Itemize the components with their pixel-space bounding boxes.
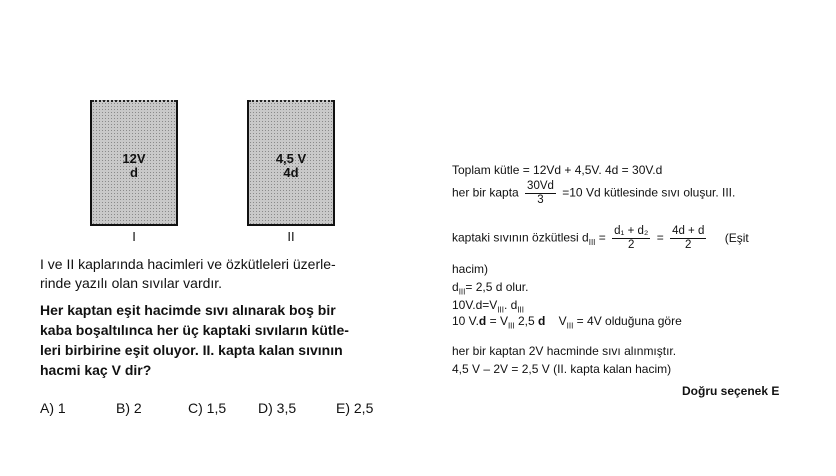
container-2-density: 4d xyxy=(283,165,299,180)
solution-line-7-text: = 4V olduğuna göre xyxy=(573,314,682,328)
subscript: III xyxy=(497,305,504,315)
fraction-denominator: 3 xyxy=(537,194,544,206)
question-intro-line: rinde yazılı olan sıvılar vardır. xyxy=(40,275,223,291)
solution-line-5-text: = 2,5 d olur. xyxy=(465,280,529,294)
fraction-numerator: d₁ + d₂ xyxy=(614,225,649,237)
container-2-volume: 4,5 V xyxy=(275,151,307,166)
question-stem-line: hacmi kaç V dir? xyxy=(40,362,152,378)
cancelled-d: d xyxy=(478,314,487,328)
solution-line-9: 4,5 V – 2V = 2,5 V (II. kapta kalan hacim) xyxy=(452,362,672,376)
solution-line-2-text: her bir kapta xyxy=(452,185,519,200)
solution-line-2 xyxy=(452,180,735,207)
option-a[interactable]: A) 1 xyxy=(40,400,66,416)
subscript: III xyxy=(507,321,515,331)
option-c[interactable]: C) 1,5 xyxy=(188,400,227,416)
solution-line-7-text: V xyxy=(545,314,567,328)
question-stem xyxy=(40,300,420,380)
cancelled-d: d xyxy=(537,314,546,328)
solution-line-6-text: . d xyxy=(503,298,518,312)
solution-line-2-text: =10 Vd kütlesinde sıvı oluşur. III. xyxy=(562,185,736,200)
equals-sign: = xyxy=(656,230,664,245)
option-b[interactable]: B) 2 xyxy=(116,400,142,416)
solution-line-1: Toplam kütle = 12Vd + 4,5V. 4d = 30V.d xyxy=(452,163,663,177)
solution-line-3-text: (Eşit xyxy=(724,230,749,245)
solution-line-7 xyxy=(452,314,682,333)
fraction-numerator: 4d + d xyxy=(672,225,705,237)
solution-line-3 xyxy=(452,225,749,252)
fraction xyxy=(525,180,556,207)
option-d[interactable]: D) 3,5 xyxy=(258,400,297,416)
container-1-volume: 12V xyxy=(122,151,146,166)
fraction-denominator: 2 xyxy=(628,239,635,251)
fraction-denominator: 2 xyxy=(685,239,692,251)
question-intro xyxy=(40,255,420,293)
solution-line-3-text: kaptaki sıvının özkütlesi d xyxy=(452,230,589,245)
subscript: III xyxy=(458,287,466,297)
solution-line-5 xyxy=(452,280,528,299)
question-stem-line: Her kaptan eşit hacimde sıvı alınarak boş bir xyxy=(40,302,336,318)
solution-line-8: her bir kaptan 2V hacminde sıvı alınmıştır. xyxy=(452,344,677,358)
subscript: III xyxy=(517,305,524,315)
question-stem-line: kaba boşaltılınca her üç kaptaki sıvıların kütle- xyxy=(40,322,349,338)
solution-line-7-text: 10 V. xyxy=(452,314,479,328)
question-stem-line: leri birbirine eşit oluyor. II. kapta kalan sıvının xyxy=(40,342,343,358)
option-e[interactable]: E) 2,5 xyxy=(336,400,374,416)
container-2-label: II xyxy=(287,229,295,244)
fraction-numerator: 30Vd xyxy=(527,180,554,192)
solution-line-5-text: d xyxy=(452,280,459,294)
fraction xyxy=(670,225,706,252)
solution-line-6-text: 10V.d=V xyxy=(452,298,498,312)
question-intro-line: I ve II kaplarında hacimleri ve özkütleleri üzerle- xyxy=(40,256,336,272)
solution-line-4: hacim) xyxy=(452,262,489,276)
solution-line-7-text: 2,5 xyxy=(514,314,538,328)
container-1-density: d xyxy=(130,165,138,180)
container-1 xyxy=(90,100,178,226)
container-2 xyxy=(247,100,335,226)
correct-answer: Doğru seçenek E xyxy=(682,384,780,398)
subscript: III xyxy=(566,321,574,331)
fraction xyxy=(612,225,650,252)
subscript: III xyxy=(588,238,596,248)
equals-sign: = xyxy=(598,230,606,245)
container-1-label: I xyxy=(132,229,136,244)
solution-line-7-text: = V xyxy=(486,314,508,328)
